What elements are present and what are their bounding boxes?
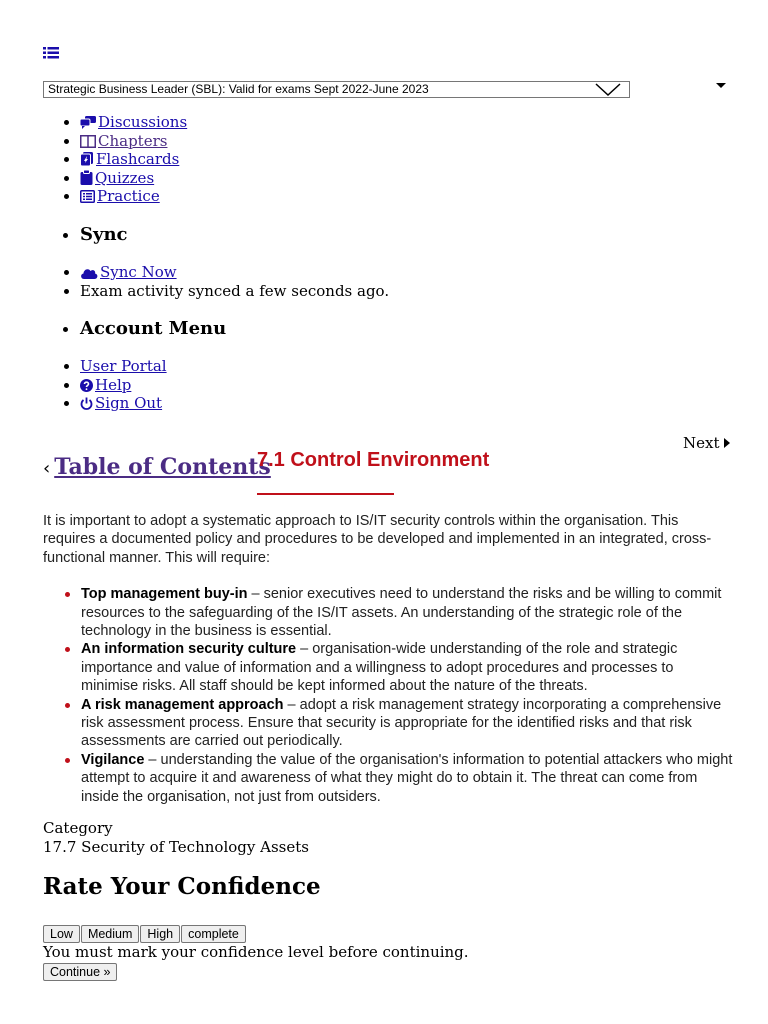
list-item: [81, 640, 733, 695]
user-portal-link[interactable]: User Portal: [80, 357, 167, 375]
clipboard-icon: [80, 170, 93, 185]
chevron-down-icon: [595, 82, 621, 96]
help-link[interactable]: [80, 376, 131, 394]
point-term: A risk management approach: [81, 696, 284, 713]
list-item: [81, 751, 733, 806]
power-icon: [80, 397, 93, 410]
nav-item-flashcards: [80, 150, 187, 169]
user-portal-item: [80, 357, 167, 376]
confidence-complete-button[interactable]: complete: [181, 925, 246, 943]
discussions-label: Discussions: [98, 113, 188, 131]
point-term: An information security culture: [81, 641, 297, 658]
chapters-link[interactable]: [80, 132, 167, 150]
discussions-link[interactable]: [80, 113, 187, 131]
chapter-title: 7.1 Control Environment: [257, 449, 490, 471]
user-menu-caret-icon[interactable]: [716, 83, 726, 88]
caret-right-icon: [724, 438, 730, 448]
sign-out-link[interactable]: [80, 394, 162, 412]
sync-heading: • Sync: [80, 224, 128, 245]
quizzes-label: Quizzes: [95, 168, 155, 187]
comments-icon: [80, 116, 96, 129]
table-of-contents-link[interactable]: Table of Contents: [54, 454, 271, 480]
confidence-warning: You must mark your confidence level before continuing.: [43, 943, 469, 961]
sign-out-label: Sign Out: [95, 394, 163, 412]
nav-item-quizzes: [80, 169, 187, 188]
intro-paragraph: It is important to adopt a systematic approach to IS/IT security controls within the organisation. This requires a documented policy and procedures to be developed and implemented in an integrated, cross-functional manner. This will require:: [43, 513, 712, 566]
toc-link-wrap: [43, 454, 271, 480]
sync-nav: [0, 263, 389, 300]
category-block: [43, 819, 309, 857]
flashcards-link[interactable]: [80, 150, 179, 168]
confidence-high-button[interactable]: High: [140, 925, 180, 943]
requirements-list: [43, 585, 733, 806]
account-section: [0, 318, 226, 339]
cloud-icon: [80, 267, 98, 279]
point-text: – understanding the value of the organisation's information to potential attackers who might attempt to acquire it and awareness of what they might do to obtain it. The threat can come from inside the organisation, not just from outsiders.: [81, 751, 733, 805]
chapter-content: [43, 512, 733, 806]
list-item: [81, 585, 733, 640]
nav-item-practice: [80, 187, 187, 206]
book-icon: [80, 135, 96, 148]
chapters-label: Chapters: [98, 131, 168, 150]
flashcards-label: Flashcards: [96, 150, 180, 168]
quizzes-link[interactable]: [80, 169, 154, 187]
sign-out-item: [80, 394, 167, 413]
continue-button[interactable]: Continue »: [43, 963, 117, 981]
list-alt-icon: [80, 190, 95, 203]
point-text: – senior executives need to understand the risks and be willing to commit resources to the safeguarding of the IS/IT assets. An understanding of the strategic role of the technology in the business is essential.: [81, 586, 722, 640]
account-menu-heading: • Account Menu: [80, 318, 226, 339]
list-item: [81, 696, 733, 751]
rate-confidence-title: Rate Your Confidence: [43, 873, 321, 900]
point-term: Vigilance: [81, 751, 145, 768]
confidence-low-button[interactable]: Low: [43, 925, 80, 943]
practice-label: Practice: [97, 187, 160, 205]
sync-now-link[interactable]: [80, 263, 177, 281]
next-link[interactable]: [683, 434, 730, 452]
course-select-value: Strategic Business Leader (SBL): Valid for exams Sept 2022-June 2023: [48, 82, 429, 96]
question-circle-icon: [80, 379, 93, 392]
confidence-medium-button[interactable]: Medium: [81, 925, 139, 943]
help-item: [80, 376, 167, 395]
title-underline: [257, 493, 394, 495]
next-label: Next: [683, 434, 720, 452]
course-select[interactable]: [43, 81, 630, 98]
point-text: – organisation-wide understanding of the role and strategic importance and value of information and a willingness to adopt procedures and processes to minimise risks. All staff should be kept informed about the nature of the threats.: [81, 641, 678, 695]
menu-list-icon[interactable]: [43, 46, 59, 60]
sync-section: [0, 224, 128, 245]
point-term: Top management buy-in: [81, 586, 248, 603]
confidence-buttons: [43, 923, 247, 943]
flashcard-icon: [80, 152, 94, 166]
sync-status: • Exam activity synced a few seconds ago.: [80, 282, 389, 301]
sync-now-label: Sync Now: [100, 263, 177, 281]
nav-item-chapters: [80, 132, 187, 151]
sync-now-item: [80, 263, 389, 282]
chevron-left-icon: ‹: [43, 458, 51, 479]
help-label: Help: [95, 375, 132, 394]
category-label: Category: [43, 819, 113, 837]
practice-link[interactable]: [80, 187, 160, 205]
point-text: – adopt a risk management strategy incorporating a comprehensive risk assessment process. Ensure that security is appropriate for the identified risks and that risk assessments are carried out periodically.: [81, 696, 722, 750]
account-nav: [0, 357, 167, 413]
main-nav: [0, 113, 187, 206]
category-value: 17.7 Security of Technology Assets: [43, 838, 309, 856]
nav-item-discussions: [80, 113, 187, 132]
